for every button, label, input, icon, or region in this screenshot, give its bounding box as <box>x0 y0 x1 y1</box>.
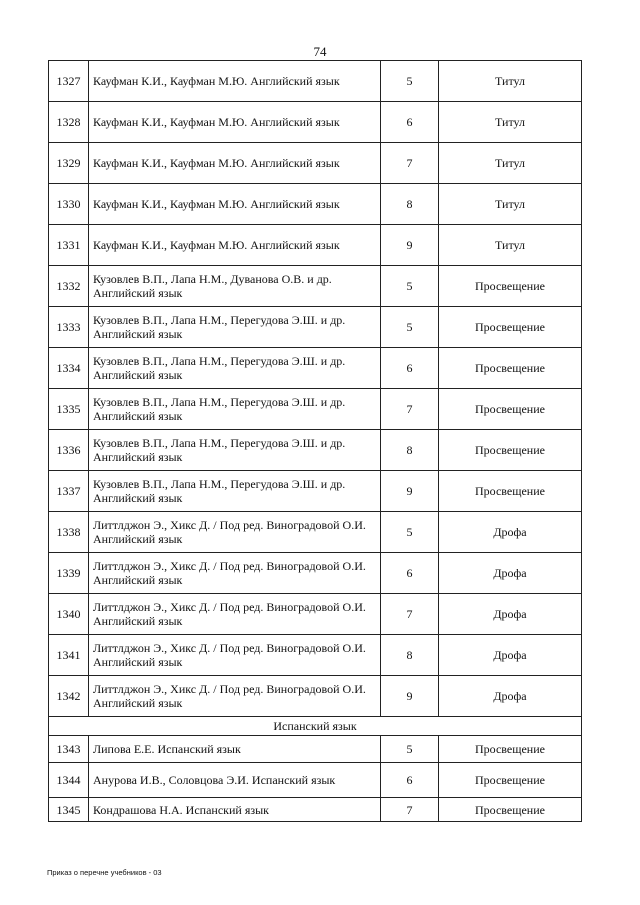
table-row <box>49 512 582 553</box>
publisher: Просвещение <box>439 307 582 348</box>
table-row <box>49 389 582 430</box>
author-title: Литтлджон Э., Хикс Д. / Под ред. Виноградовой О.И. Английский язык <box>89 594 381 635</box>
table-row <box>49 102 582 143</box>
grade: 6 <box>381 102 439 143</box>
author-title: Анурова И.В., Соловцова Э.И. Испанский язык <box>89 763 381 798</box>
grade: 5 <box>381 512 439 553</box>
section-header-row <box>49 717 582 736</box>
table-row <box>49 553 582 594</box>
row-number: 1340 <box>49 594 89 635</box>
publisher: Просвещение <box>439 389 582 430</box>
author-title: Кауфман К.И., Кауфман М.Ю. Английский язык <box>89 143 381 184</box>
table-row <box>49 143 582 184</box>
publisher: Титул <box>439 225 582 266</box>
row-number: 1330 <box>49 184 89 225</box>
publisher: Титул <box>439 102 582 143</box>
grade: 7 <box>381 594 439 635</box>
grade: 7 <box>381 798 439 822</box>
table-row <box>49 594 582 635</box>
grade: 9 <box>381 471 439 512</box>
grade: 9 <box>381 676 439 717</box>
publisher: Просвещение <box>439 430 582 471</box>
grade: 5 <box>381 61 439 102</box>
publisher: Просвещение <box>439 736 582 763</box>
publisher: Просвещение <box>439 348 582 389</box>
author-title: Кузовлев В.П., Лапа Н.М., Перегудова Э.Ш. и др. Английский язык <box>89 389 381 430</box>
grade: 5 <box>381 307 439 348</box>
grade: 8 <box>381 184 439 225</box>
table-row <box>49 676 582 717</box>
row-number: 1344 <box>49 763 89 798</box>
row-number: 1336 <box>49 430 89 471</box>
table-row <box>49 266 582 307</box>
table-row <box>49 184 582 225</box>
author-title: Кузовлев В.П., Лапа Н.М., Перегудова Э.Ш. и др. Английский язык <box>89 348 381 389</box>
author-title: Липова Е.Е. Испанский язык <box>89 736 381 763</box>
row-number: 1338 <box>49 512 89 553</box>
textbook-table <box>48 60 582 822</box>
row-number: 1329 <box>49 143 89 184</box>
grade: 8 <box>381 635 439 676</box>
publisher: Титул <box>439 143 582 184</box>
table-row <box>49 635 582 676</box>
row-number: 1342 <box>49 676 89 717</box>
author-title: Кузовлев В.П., Лапа Н.М., Перегудова Э.Ш. и др. Английский язык <box>89 307 381 348</box>
row-number: 1343 <box>49 736 89 763</box>
author-title: Кузовлев В.П., Лапа Н.М., Дуванова О.В. и др. Английский язык <box>89 266 381 307</box>
row-number: 1334 <box>49 348 89 389</box>
table-row <box>49 471 582 512</box>
publisher: Титул <box>439 61 582 102</box>
publisher: Просвещение <box>439 266 582 307</box>
grade: 6 <box>381 553 439 594</box>
table-row <box>49 348 582 389</box>
author-title: Кауфман К.И., Кауфман М.Ю. Английский язык <box>89 225 381 266</box>
publisher: Дрофа <box>439 512 582 553</box>
publisher: Просвещение <box>439 471 582 512</box>
author-title: Кауфман К.И., Кауфман М.Ю. Английский язык <box>89 61 381 102</box>
author-title: Кузовлев В.П., Лапа Н.М., Перегудова Э.Ш. и др. Английский язык <box>89 430 381 471</box>
publisher: Дрофа <box>439 635 582 676</box>
table-row <box>49 430 582 471</box>
row-number: 1339 <box>49 553 89 594</box>
publisher: Дрофа <box>439 594 582 635</box>
row-number: 1337 <box>49 471 89 512</box>
author-title: Кауфман К.И., Кауфман М.Ю. Английский язык <box>89 102 381 143</box>
row-number: 1345 <box>49 798 89 822</box>
table-row <box>49 763 582 798</box>
grade: 7 <box>381 389 439 430</box>
author-title: Кузовлев В.П., Лапа Н.М., Перегудова Э.Ш. и др. Английский язык <box>89 471 381 512</box>
table-row <box>49 307 582 348</box>
table-row <box>49 736 582 763</box>
table-row <box>49 798 582 822</box>
row-number: 1327 <box>49 61 89 102</box>
section-title: Испанский язык <box>49 717 582 736</box>
row-number: 1331 <box>49 225 89 266</box>
row-number: 1332 <box>49 266 89 307</box>
publisher: Просвещение <box>439 798 582 822</box>
grade: 8 <box>381 430 439 471</box>
publisher: Просвещение <box>439 763 582 798</box>
row-number: 1335 <box>49 389 89 430</box>
publisher: Дрофа <box>439 553 582 594</box>
author-title: Кондрашова Н.А. Испанский язык <box>89 798 381 822</box>
author-title: Кауфман К.И., Кауфман М.Ю. Английский язык <box>89 184 381 225</box>
grade: 5 <box>381 736 439 763</box>
page-number: 74 <box>313 44 327 59</box>
author-title: Литтлджон Э., Хикс Д. / Под ред. Виноградовой О.И. Английский язык <box>89 635 381 676</box>
grade: 6 <box>381 348 439 389</box>
row-number: 1328 <box>49 102 89 143</box>
grade: 6 <box>381 763 439 798</box>
author-title: Литтлджон Э., Хикс Д. / Под ред. Виноградовой О.И. Английский язык <box>89 676 381 717</box>
table-row <box>49 61 582 102</box>
publisher: Титул <box>439 184 582 225</box>
publisher: Дрофа <box>439 676 582 717</box>
table-row <box>49 225 582 266</box>
grade: 9 <box>381 225 439 266</box>
author-title: Литтлджон Э., Хикс Д. / Под ред. Виноградовой О.И. Английский язык <box>89 553 381 594</box>
row-number: 1341 <box>49 635 89 676</box>
row-number: 1333 <box>49 307 89 348</box>
author-title: Литтлджон Э., Хикс Д. / Под ред. Виноградовой О.И. Английский язык <box>89 512 381 553</box>
grade: 5 <box>381 266 439 307</box>
grade: 7 <box>381 143 439 184</box>
footer-note: Приказ о перечне учебников - 03 <box>47 868 162 877</box>
